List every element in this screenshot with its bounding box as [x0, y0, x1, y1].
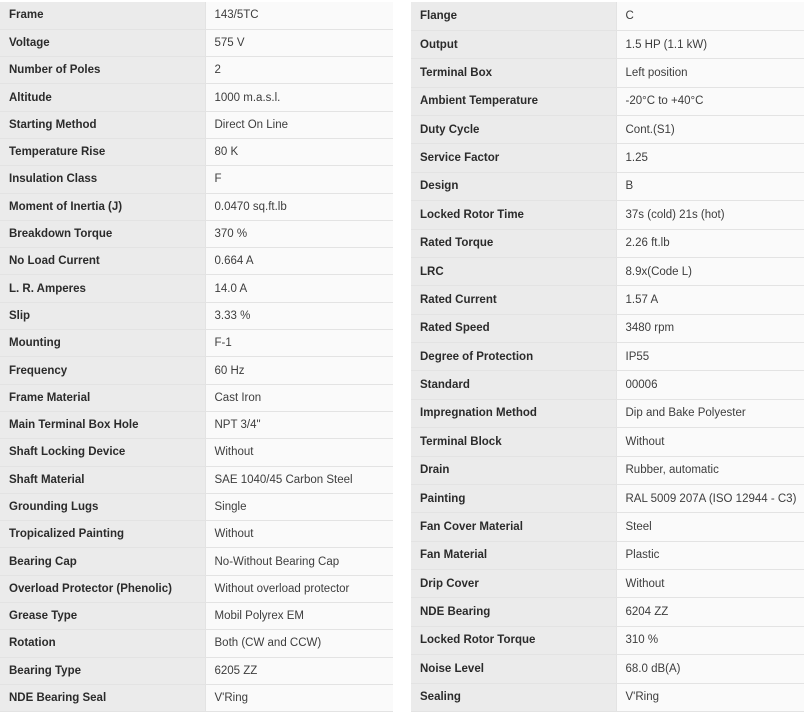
- spec-value: Cast Iron: [205, 384, 393, 411]
- table-row: [0, 166, 393, 193]
- table-row: [0, 84, 393, 111]
- spec-label: Grounding Lugs: [0, 493, 205, 520]
- table-row: [411, 570, 804, 598]
- spec-value: 3480 rpm: [616, 314, 804, 342]
- spec-label: Shaft Locking Device: [0, 439, 205, 466]
- table-row: [411, 2, 804, 30]
- spec-label: Rotation: [0, 630, 205, 657]
- spec-value: V'Ring: [616, 683, 804, 712]
- table-row: [411, 172, 804, 200]
- spec-label: Breakdown Torque: [0, 220, 205, 247]
- spec-value: 143/5TC: [205, 2, 393, 29]
- spec-label: Service Factor: [411, 144, 616, 172]
- spec-value: Direct On Line: [205, 111, 393, 138]
- spec-value: 310 %: [616, 626, 804, 654]
- table-row: [411, 655, 804, 683]
- spec-value: 1000 m.a.s.l.: [205, 84, 393, 111]
- table-row: [0, 275, 393, 302]
- table-row: [0, 684, 393, 711]
- table-row: [411, 598, 804, 626]
- table-row: [0, 521, 393, 548]
- table-row: [0, 193, 393, 220]
- spec-label: Number of Poles: [0, 57, 205, 84]
- spec-value: 1.25: [616, 144, 804, 172]
- table-row: [0, 411, 393, 438]
- spec-label: Frame: [0, 2, 205, 29]
- spec-value: SAE 1040/45 Carbon Steel: [205, 466, 393, 493]
- spec-value: 575 V: [205, 29, 393, 56]
- left-specification-table: [0, 2, 393, 712]
- table-row: [0, 384, 393, 411]
- spec-value: 2.26 ft.lb: [616, 229, 804, 257]
- table-row: [0, 29, 393, 56]
- spec-value: 6205 ZZ: [205, 657, 393, 684]
- table-row: [411, 59, 804, 87]
- spec-value: 37s (cold) 21s (hot): [616, 201, 804, 229]
- spec-label: Slip: [0, 302, 205, 329]
- spec-label: Voltage: [0, 29, 205, 56]
- spec-value: RAL 5009 207A (ISO 12944 - C3): [616, 484, 804, 512]
- spec-label: Drain: [411, 456, 616, 484]
- spec-value: C: [616, 2, 804, 30]
- spec-value: 1.5 HP (1.1 kW): [616, 30, 804, 58]
- spec-label: Insulation Class: [0, 166, 205, 193]
- spec-label: Frame Material: [0, 384, 205, 411]
- spec-value: Cont.(S1): [616, 116, 804, 144]
- spec-value: 0.664 A: [205, 248, 393, 275]
- spec-label: Output: [411, 30, 616, 58]
- spec-label: Altitude: [0, 84, 205, 111]
- spec-value: Both (CW and CCW): [205, 630, 393, 657]
- table-row: [0, 466, 393, 493]
- spec-value: 0.0470 sq.ft.lb: [205, 193, 393, 220]
- spec-label: Ambient Temperature: [411, 87, 616, 115]
- spec-value: -20°C to +40°C: [616, 87, 804, 115]
- spec-label: Bearing Type: [0, 657, 205, 684]
- spec-label: Mounting: [0, 330, 205, 357]
- spec-label: No Load Current: [0, 248, 205, 275]
- spec-value: 3.33 %: [205, 302, 393, 329]
- spec-value: Single: [205, 493, 393, 520]
- table-row: [411, 116, 804, 144]
- table-row: [411, 87, 804, 115]
- table-row: [411, 30, 804, 58]
- table-row: [411, 257, 804, 285]
- table-row: [411, 229, 804, 257]
- spec-value: Plastic: [616, 541, 804, 569]
- table-row: [411, 286, 804, 314]
- spec-value: F-1: [205, 330, 393, 357]
- table-row: [411, 371, 804, 399]
- spec-value: B: [616, 172, 804, 200]
- spec-value: 2: [205, 57, 393, 84]
- spec-value: Without: [616, 570, 804, 598]
- spec-value: IP55: [616, 343, 804, 371]
- spec-label: Rated Torque: [411, 229, 616, 257]
- table-row: [0, 302, 393, 329]
- spec-label: Temperature Rise: [0, 138, 205, 165]
- spec-label: Tropicalized Painting: [0, 521, 205, 548]
- spec-value: Dip and Bake Polyester: [616, 399, 804, 427]
- spec-value: Without: [616, 428, 804, 456]
- spec-value: No-Without Bearing Cap: [205, 548, 393, 575]
- spec-value: 1.57 A: [616, 286, 804, 314]
- table-row: [411, 683, 804, 712]
- spec-label: Grease Type: [0, 603, 205, 630]
- spec-value: V'Ring: [205, 684, 393, 711]
- spec-value: 370 %: [205, 220, 393, 247]
- table-row: [0, 248, 393, 275]
- spec-value: Without overload protector: [205, 575, 393, 602]
- spec-label: Rated Current: [411, 286, 616, 314]
- spec-label: Noise Level: [411, 655, 616, 683]
- table-row: [0, 357, 393, 384]
- table-row: [411, 541, 804, 569]
- spec-value: 8.9x(Code L): [616, 257, 804, 285]
- table-row: [0, 575, 393, 602]
- table-row: [0, 220, 393, 247]
- table-row: [0, 57, 393, 84]
- spec-value: Left position: [616, 59, 804, 87]
- spec-label: Standard: [411, 371, 616, 399]
- spec-value: 14.0 A: [205, 275, 393, 302]
- spec-label: Locked Rotor Time: [411, 201, 616, 229]
- table-row: [0, 630, 393, 657]
- spec-label: Terminal Box: [411, 59, 616, 87]
- table-row: [411, 314, 804, 342]
- spec-value: Without: [205, 521, 393, 548]
- spec-label: Fan Cover Material: [411, 513, 616, 541]
- spec-label: Degree of Protection: [411, 343, 616, 371]
- table-row: [411, 428, 804, 456]
- spec-label: Starting Method: [0, 111, 205, 138]
- spec-label: NDE Bearing: [411, 598, 616, 626]
- table-row: [411, 513, 804, 541]
- table-row: [0, 657, 393, 684]
- table-row: [411, 201, 804, 229]
- spec-label: Rated Speed: [411, 314, 616, 342]
- spec-label: Terminal Block: [411, 428, 616, 456]
- spec-label: L. R. Amperes: [0, 275, 205, 302]
- table-row: [0, 330, 393, 357]
- spec-label: Design: [411, 172, 616, 200]
- spec-label: Painting: [411, 484, 616, 512]
- spec-value: Rubber, automatic: [616, 456, 804, 484]
- spec-label: Impregnation Method: [411, 399, 616, 427]
- spec-label: Bearing Cap: [0, 548, 205, 575]
- table-row: [411, 484, 804, 512]
- spec-value: Without: [205, 439, 393, 466]
- spec-value: F: [205, 166, 393, 193]
- table-row: [0, 439, 393, 466]
- table-row: [0, 548, 393, 575]
- spec-value: 60 Hz: [205, 357, 393, 384]
- spec-label: NDE Bearing Seal: [0, 684, 205, 711]
- spec-label: Sealing: [411, 683, 616, 712]
- spec-label: Duty Cycle: [411, 116, 616, 144]
- spec-value: 80 K: [205, 138, 393, 165]
- spec-label: Main Terminal Box Hole: [0, 411, 205, 438]
- spec-value: Steel: [616, 513, 804, 541]
- spec-label: Fan Material: [411, 541, 616, 569]
- spec-label: Locked Rotor Torque: [411, 626, 616, 654]
- spec-label: Flange: [411, 2, 616, 30]
- table-row: [411, 456, 804, 484]
- table-row: [0, 2, 393, 29]
- table-row: [411, 144, 804, 172]
- spec-value: Mobil Polyrex EM: [205, 603, 393, 630]
- spec-label: Frequency: [0, 357, 205, 384]
- table-row: [0, 603, 393, 630]
- spec-label: Moment of Inertia (J): [0, 193, 205, 220]
- spec-label: LRC: [411, 257, 616, 285]
- table-row: [411, 343, 804, 371]
- table-row: [0, 493, 393, 520]
- table-row: [0, 138, 393, 165]
- table-row: [0, 111, 393, 138]
- table-row: [411, 399, 804, 427]
- right-specification-table: [411, 2, 804, 712]
- spec-label: Overload Protector (Phenolic): [0, 575, 205, 602]
- table-row: [411, 626, 804, 654]
- spec-label: Shaft Material: [0, 466, 205, 493]
- spec-value: 68.0 dB(A): [616, 655, 804, 683]
- spec-value: 6204 ZZ: [616, 598, 804, 626]
- left-table-body: [0, 2, 393, 712]
- spec-value: NPT 3/4": [205, 411, 393, 438]
- spec-value: 00006: [616, 371, 804, 399]
- right-table-body: [411, 2, 804, 712]
- spec-label: Drip Cover: [411, 570, 616, 598]
